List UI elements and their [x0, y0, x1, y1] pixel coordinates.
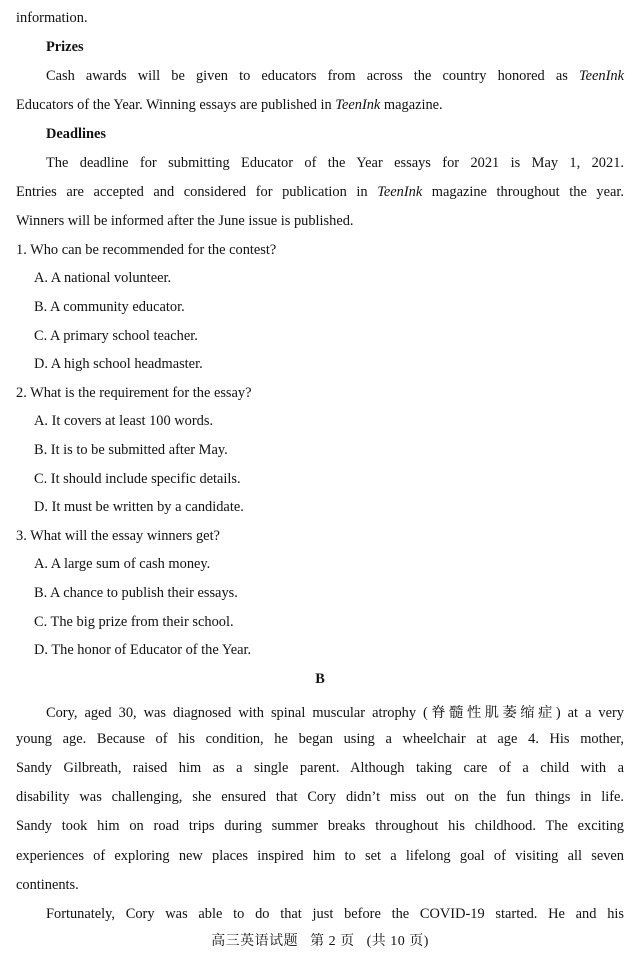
- prizes-heading: Prizes: [46, 39, 84, 55]
- question-3-option-a: A. A large sum of cash money.: [34, 556, 211, 572]
- question-2-option-a: A. It covers at least 100 words.: [34, 413, 214, 429]
- deadlines-heading: Deadlines: [46, 126, 106, 142]
- question-3-option-d: D. The honor of Educator of the Year.: [34, 642, 252, 658]
- prizes-line-2: Educators of the Year. Winning essays are published in TeenInk magazine.: [16, 97, 443, 113]
- passage-b-line-8: Fortunately, Cory was able to do that just before the COVID-19 started. He and his: [46, 906, 624, 922]
- question-1-stem: 1. Who can be recommended for the contest?: [16, 242, 277, 258]
- passage-b-line-5: Sandy took him on road trips during summer breaks throughout his childhood. The exciting: [16, 818, 624, 834]
- question-2-option-b: B. It is to be submitted after May.: [34, 442, 228, 458]
- question-3-stem: 3. What will the essay winners get?: [16, 528, 220, 544]
- footer-exam-title: 高三英语试题: [211, 934, 299, 949]
- question-2-option-c: C. It should include specific details.: [34, 471, 241, 487]
- footer-total-pages: (共 10 页): [366, 934, 429, 949]
- deadlines-line-2: Entries are accepted and considered for publication in TeenInk magazine throughout the year.: [16, 184, 625, 200]
- question-1-option-a: A. A national volunteer.: [34, 270, 172, 286]
- passage-b-line-6: experiences of exploring new places inspired him to set a lifelong goal of visiting all seven: [16, 848, 624, 864]
- page-footer: [0, 930, 640, 950]
- prizes-line-1: Cash awards will be given to educators from across the country honored as TeenInk: [46, 68, 624, 84]
- text-line: information.: [16, 10, 88, 26]
- section-b-heading: B: [315, 671, 325, 687]
- question-1-option-d: D. A high school headmaster.: [34, 356, 203, 372]
- footer-page-number: 第 2 页: [310, 934, 355, 949]
- question-1-option-b: B. A community educator.: [34, 299, 185, 315]
- question-3-option-b: B. A chance to publish their essays.: [34, 585, 238, 601]
- passage-b-line-7: continents.: [16, 877, 79, 893]
- deadlines-line-1: The deadline for submitting Educator of the Year essays for 2021 is May 1, 2021.: [46, 155, 624, 171]
- question-2-option-d: D. It must be written by a candidate.: [34, 499, 244, 515]
- question-1-option-c: C. A primary school teacher.: [34, 328, 198, 344]
- question-2-stem: 2. What is the requirement for the essay?: [16, 385, 252, 401]
- question-3-option-c: C. The big prize from their school.: [34, 614, 234, 630]
- passage-b-line-2: young age. Because of his condition, he began using a wheelchair at age 4. His mother,: [16, 731, 624, 747]
- passage-b-line-4: disability was challenging, she ensured that Cory didn’t miss out on the fun things in life.: [16, 789, 624, 805]
- deadlines-line-3: Winners will be informed after the June issue is published.: [16, 213, 354, 229]
- passage-b-line-1: Cory, aged 30, was diagnosed with spinal muscular atrophy (脊髓性肌萎缩症) at a very: [46, 705, 624, 721]
- passage-b-line-3: Sandy Gilbreath, raised him as a single parent. Although taking care of a child with a: [16, 760, 624, 776]
